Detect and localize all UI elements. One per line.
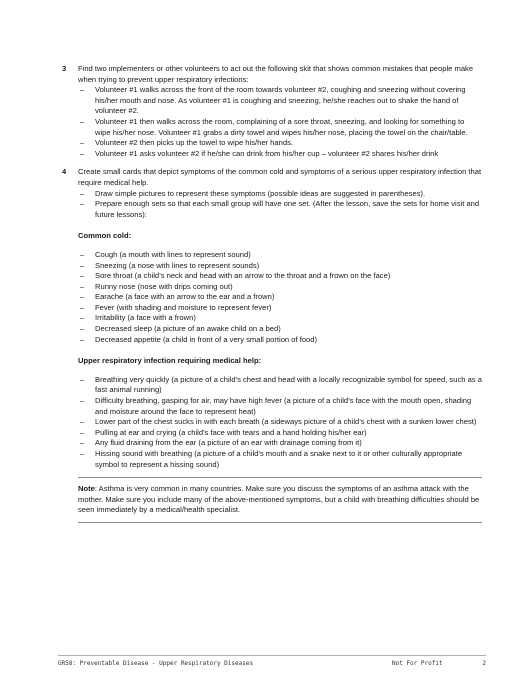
list-item: – Pulling at ear and crying (a child’s face with tears and a hand holding his/her ear) (78, 428, 482, 439)
list-item: – Sneezing (a nose with lines to represent sounds) (78, 261, 482, 272)
card-instructions-list (78, 189, 482, 221)
step-3 (62, 64, 482, 159)
page-number: 2 (482, 660, 486, 667)
list-item: – Decreased sleep (a picture of an awake child on a bed) (78, 324, 482, 335)
list-item: – Irritability (a face with a frown) (78, 313, 482, 324)
section-heading: Upper respiratory infection requiring medical help: (78, 356, 262, 366)
list-item: – Runny nose (nose with drips coming out) (78, 282, 482, 293)
step-intro: Create small cards that depict symptoms of the common cold and symptoms of a serious upper respiratory infection that require medical help. (78, 167, 482, 187)
common-cold-section (62, 231, 482, 345)
common-cold-list (78, 250, 482, 345)
list-item: – Any fluid draining from the ear (a picture of an ear with drainage coming from it) (78, 438, 482, 449)
section-heading: Common cold: (78, 231, 132, 241)
list-item: – Hissing sound with breathing (a picture of a child’s mouth and a snake next to it or other culturally appropriate symbol to represent a hissing sound) (78, 449, 482, 470)
step-number: 4 (62, 167, 67, 177)
footer-not-for-profit: Not For Profit (392, 660, 443, 667)
list-item: – Volunteer #1 then walks across the room, complaining of a sore throat, sneezing, and looking for something to wipe his/her nose. Volunteer #1 grabs a dirty towel and wipes his/her nose, placing the towel on the chair/table. (78, 117, 482, 138)
list-item: – Sore throat (a child’s neck and head with an arrow to the throat and a frown on the face) (78, 271, 482, 282)
list-item: – Earache (a face with an arrow to the ear and a frown) (78, 292, 482, 303)
note-box (78, 477, 482, 523)
skit-list (78, 85, 482, 159)
list-item: – Breathing very quickly (a picture of a child’s chest and head with a locally recognizable symbol for speed, such as a fast animal running) (78, 375, 482, 396)
uri-section (62, 356, 482, 470)
list-item: – Draw simple pictures to represent these symptoms (possible ideas are suggested in parentheses). (78, 189, 482, 200)
page-footer (58, 655, 486, 667)
list-item: – Volunteer #2 then picks up the towel to wipe his/her hands. (78, 138, 482, 149)
list-item: – Decreased appetite (a child in front of a very small portion of food) (78, 335, 482, 346)
list-item: – Volunteer #1 walks across the front of the room towards volunteer #2, coughing and sneezing without covering his/her mouth and nose. As volunteer #1 is coughing and sneezing, he/she reaches out to shake the hand of volunteer #2. (78, 85, 482, 117)
note-text: : Asthma is very common in many countries. Make sure you discuss the symptoms of an asthma attack with the mother. Make sure you include many of the above-mentioned symptoms, but a child with breathing difficulties should be seen immediately by a medical/health specialist. (78, 484, 480, 515)
list-item: – Volunteer #1 asks volunteer #2 if he/she can drink from his/her cup – volunteer #2 shares his/her drink (78, 149, 482, 160)
footer-document-title: GR58: Preventable Disease - Upper Respiratory Diseases (58, 660, 254, 667)
step-number: 3 (62, 64, 67, 73)
list-item: – Prepare enough sets so that each small group will have one set. (After the lesson, save the sets for home visit and future lessons): (78, 199, 482, 220)
list-item: – Difficulty breathing, gasping for air, may have high fever (a picture of a child’s face with the mouth open, shading and moisture around the face to represent heat) (78, 396, 482, 417)
list-item: – Fever (with shading and moisture to represent fever) (78, 303, 482, 314)
list-item: – Lower part of the chest sucks in with each breath (a sideways picture of a child’s chest with a sunken lower chest) (78, 417, 482, 428)
step-4 (62, 167, 482, 220)
uri-list (78, 375, 482, 470)
note-label: Note (78, 484, 95, 494)
list-item: – Cough (a mouth with lines to represent sound) (78, 250, 482, 261)
step-intro: Find two implementers or other volunteers to act out the following skit that shows common mistakes that people make when trying to prevent upper respiratory infections: (78, 64, 474, 84)
page-content (62, 64, 482, 523)
